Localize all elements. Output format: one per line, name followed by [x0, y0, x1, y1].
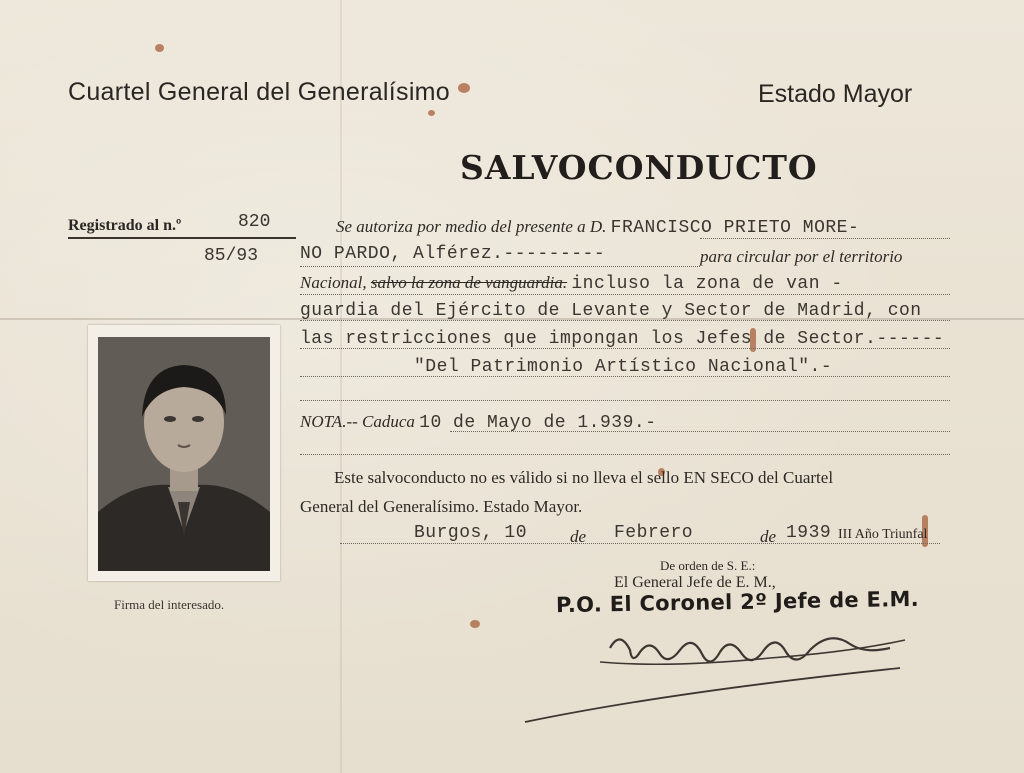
dotted-line — [300, 400, 950, 401]
header-right: Estado Mayor — [758, 80, 913, 108]
holder-name-part-2: NO PARDO, Alférez.--------- — [300, 244, 606, 264]
date-de-2: de — [760, 527, 777, 546]
month-value: Febrero — [614, 523, 694, 543]
foxing-spot — [428, 110, 435, 116]
dotted-line — [300, 348, 950, 349]
orders-line-1: De orden de S. E.: — [660, 558, 756, 573]
validity-line-2: General del Generalísimo. Estado Mayor. — [300, 497, 583, 516]
body-line-5 — [300, 328, 944, 349]
year-value: 1939 — [786, 523, 832, 543]
body-line-4 — [300, 300, 922, 321]
body-line-1 — [336, 217, 859, 238]
portrait-photo — [98, 337, 270, 571]
authorization-prefix: Se autoriza por medio del presente a D. — [336, 217, 607, 236]
zone-text: guardia del Ejército de Levante y Sector de Madrid, con — [300, 301, 922, 321]
date-month — [614, 522, 693, 543]
date-de-1: de — [570, 527, 587, 546]
body-line-3 — [300, 273, 843, 294]
foxing-spot — [470, 620, 480, 628]
city-day: Burgos, 10 — [414, 523, 528, 543]
header-left: Cuartel General del Generalísimo — [68, 78, 450, 106]
registration-number: 820 — [238, 212, 271, 232]
foxing-spot — [155, 44, 164, 52]
portrait-illustration — [98, 337, 270, 571]
paper-fold-vertical — [340, 0, 342, 773]
dotted-line — [300, 320, 950, 321]
registration-label: Registrado al n.º — [68, 217, 296, 239]
dotted-line — [300, 266, 700, 267]
handwritten-signature — [520, 610, 920, 730]
struck-text: salvo la zona de vanguardia. — [370, 273, 568, 292]
holder-name-part-1: FRANCISCO PRIETO MORE- — [610, 218, 860, 238]
body-line-2-suffix: para circular por el territorio — [700, 247, 903, 266]
date-year — [786, 522, 831, 543]
photo-frame — [88, 325, 280, 581]
photo-caption: Firma del interesado. — [114, 597, 225, 612]
nota-expiry: 10 de Mayo de 1.939.- — [419, 413, 657, 433]
dotted-line — [300, 294, 950, 295]
dotted-line — [300, 376, 950, 377]
dotted-line — [700, 238, 950, 239]
orders-line-2: El General Jefe de E. M., — [614, 574, 776, 591]
typed-insertion: incluso la zona de van - — [571, 274, 843, 294]
dotted-line — [300, 454, 950, 455]
registration-code: 85/93 — [204, 246, 259, 266]
rubber-stamp: P.O. El Coronel 2º Jefe de E.M. — [555, 586, 920, 618]
restrictions-text: las restricciones que impongan los Jefes de Sector.------ — [300, 329, 945, 349]
date-tail: III Año Triunfal — [838, 527, 928, 542]
place-city — [414, 522, 527, 543]
patrimonio-text: "Del Patrimonio Artístico Nacional".- — [414, 357, 833, 377]
nacional-word: Nacional, — [300, 273, 367, 292]
body-line-2 — [300, 243, 605, 264]
foxing-spot — [458, 83, 470, 93]
dotted-line — [450, 431, 950, 432]
dotted-line — [340, 543, 940, 544]
body-line-6 — [414, 356, 832, 377]
nota-label: NOTA.-- Caduca — [300, 412, 415, 431]
nota-line — [300, 412, 657, 433]
document-title: SALVOCONDUCTO — [460, 148, 818, 187]
validity-line-1: Este salvoconducto no es válido si no lleva el sello EN SECO del Cuartel — [334, 468, 834, 487]
